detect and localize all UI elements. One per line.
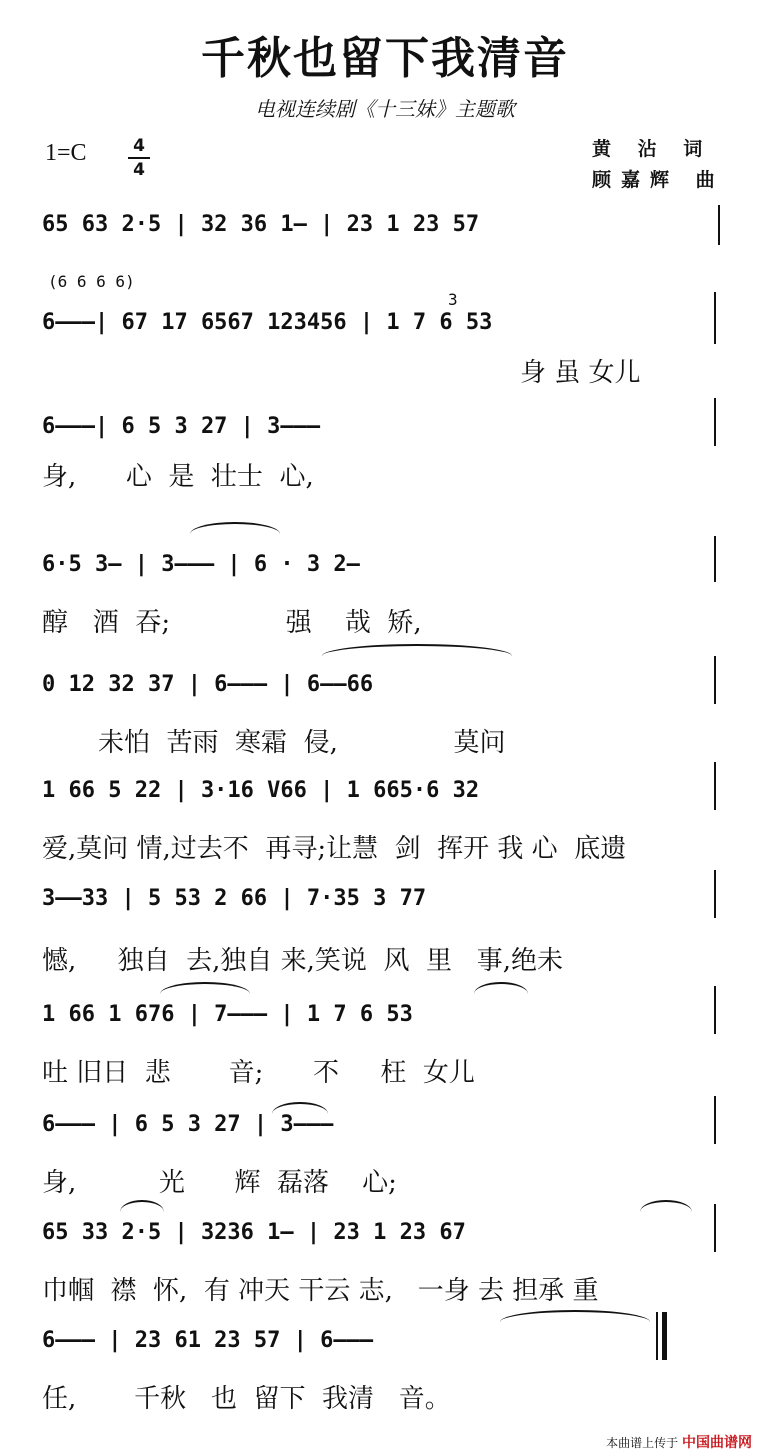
staff-line-10: 65 33 2·5 | 3236 1— | 23 1 23 67 bbox=[42, 1220, 466, 1245]
barline bbox=[714, 292, 716, 344]
barline bbox=[714, 398, 716, 446]
staff-line-3: 6———| 6 5 3 27 | 3——— bbox=[42, 414, 321, 439]
staff-line-1: 65 63 2·5 | 32 36 1— | 23 1 23 57 bbox=[42, 212, 480, 237]
slur bbox=[190, 522, 280, 534]
staff-line-6: 1 66 5 22 | 3·16 V66 | 1 665·6 32 bbox=[42, 778, 480, 803]
lyric-line-8: 身, 光 辉 磊落 心; bbox=[42, 1168, 397, 1198]
lyric-line-10: 任, 千秋 也 留下 我清 音。 bbox=[42, 1384, 451, 1414]
slur bbox=[474, 982, 528, 994]
lyric-line-7: 吐 旧日 悲 音; 不 枉 女儿 bbox=[42, 1058, 475, 1088]
slur bbox=[120, 1200, 164, 1212]
lyric-line-1: 身 虽 女儿 bbox=[520, 358, 641, 388]
final-barline-thin bbox=[656, 1312, 658, 1360]
tuplet-mark: 3 bbox=[448, 290, 458, 309]
song-title: 千秋也留下我清音 bbox=[201, 33, 569, 84]
staff-line-7: 3——33 | 5 53 2 66 | 7·35 3 77 bbox=[42, 886, 427, 911]
time-signature bbox=[128, 136, 150, 180]
lyric-line-3: 醇 酒 吞; 强 哉 矫, bbox=[42, 608, 422, 638]
barline bbox=[714, 656, 716, 704]
footer-text: 本曲谱上传于 bbox=[606, 1436, 679, 1450]
song-subtitle: 电视连续剧《十三妹》主题歌 bbox=[255, 97, 515, 121]
meter-bottom: 4 bbox=[133, 160, 145, 180]
slur bbox=[322, 644, 512, 656]
staff-line-9: 6——— | 6 5 3 27 | 3——— bbox=[42, 1112, 334, 1137]
lyric-line-6: 憾, 独自 去,独自 来,笑说 风 里 事,绝未 bbox=[42, 946, 564, 976]
lyric-line-2: 身, 心 是 壮士 心, bbox=[42, 462, 314, 492]
staff-prefix: (6 6 6 6) bbox=[48, 272, 135, 291]
key-signature: 1=C bbox=[45, 140, 87, 166]
meter-top: 4 bbox=[133, 136, 145, 156]
staff-line-4: 6·5 3— | 3——— | 6 · 3 2— bbox=[42, 552, 360, 577]
barline bbox=[714, 762, 716, 810]
site-logo[interactable]: 中国曲谱网 bbox=[682, 1435, 752, 1451]
barline bbox=[718, 205, 720, 245]
barline bbox=[714, 870, 716, 918]
barline bbox=[714, 536, 716, 582]
staff-line-2: 6———| 67 17 6567 123456 | 1 7 6 53 bbox=[42, 310, 493, 335]
final-barline-thick bbox=[662, 1312, 667, 1360]
staff-line-11: 6——— | 23 61 23 57 | 6——— bbox=[42, 1328, 374, 1353]
barline bbox=[714, 1204, 716, 1252]
slur bbox=[500, 1310, 650, 1322]
composer-credit: 顾嘉辉 曲 bbox=[592, 169, 725, 191]
barline bbox=[714, 1096, 716, 1144]
slur bbox=[640, 1200, 692, 1212]
lyric-line-9: 巾帼 襟 怀, 有 冲天 干云 志, 一身 去 担承 重 bbox=[42, 1276, 599, 1306]
lyric-line-4: 未怕 苦雨 寒霜 侵, 莫问 bbox=[98, 728, 506, 758]
barline bbox=[714, 986, 716, 1034]
staff-line-5: 0 12 32 37 | 6——— | 6——66 bbox=[42, 672, 374, 697]
slur bbox=[160, 982, 250, 994]
staff-line-8: 1 66 1 676 | 7——— | 1 7 6 53 bbox=[42, 1002, 413, 1027]
footer-credit bbox=[606, 1432, 752, 1452]
lyricist-credit: 黄 沾 词 bbox=[592, 138, 713, 160]
lyric-line-5: 爱,莫问 情,过去不 再寻;让慧 剑 挥开 我 心 底遗 bbox=[42, 834, 627, 864]
